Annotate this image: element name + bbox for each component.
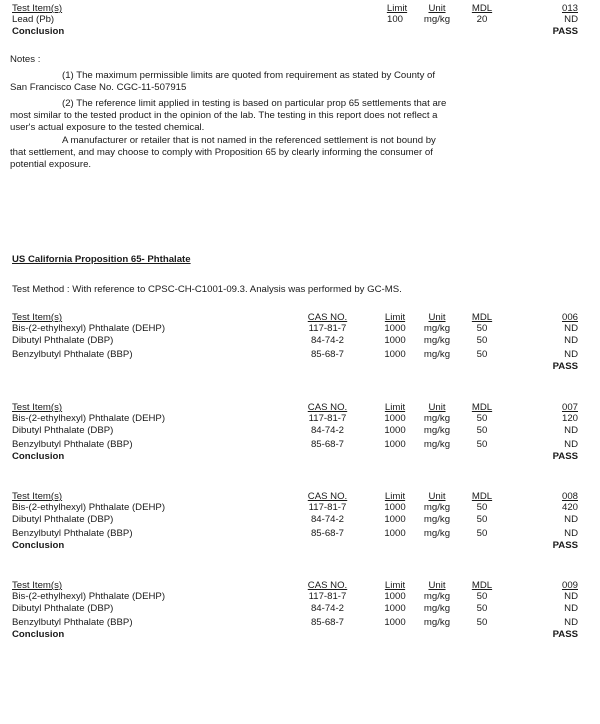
header-unit: Unit	[428, 491, 446, 502]
row-unit: mg/kg	[423, 14, 451, 25]
header-item: Test Item(s)	[12, 580, 63, 591]
conclusion-value: PASS	[552, 540, 578, 551]
header-cas: CAS NO.	[307, 580, 348, 591]
header-mdl: MDL	[471, 402, 493, 413]
header-sample: 006	[561, 312, 578, 323]
row-limit: 1000	[384, 425, 406, 436]
header-mdl: MDL	[471, 3, 493, 14]
row-value: ND	[564, 425, 578, 436]
header-sample: 013	[561, 3, 578, 14]
conclusion-row	[0, 451, 600, 463]
row-item: Benzylbutyl Phthalate (BBP)	[12, 528, 133, 539]
conclusion-row	[0, 540, 600, 552]
header-mdl: MDL	[471, 491, 493, 502]
row-unit: mg/kg	[423, 439, 451, 450]
row-cas: 85-68-7	[310, 349, 345, 360]
row-value: ND	[564, 349, 578, 360]
row-limit: 1000	[384, 591, 406, 602]
row-value: 420	[561, 502, 578, 513]
row-mdl: 50	[476, 425, 488, 436]
row-limit: 1000	[384, 528, 406, 539]
row-limit: 1000	[384, 617, 406, 628]
conclusion-label: Conclusion	[12, 26, 65, 37]
row-mdl: 50	[476, 528, 488, 539]
header-test-items: Test Item(s)	[12, 3, 63, 14]
row-value: ND	[564, 528, 578, 539]
table-row	[0, 349, 600, 361]
header-sample: 009	[561, 580, 578, 591]
note-1-line-2: San Francisco Case No. CGC-11-507915	[10, 82, 187, 93]
table-row	[0, 528, 600, 540]
conclusion-value: PASS	[552, 361, 578, 372]
row-cas: 85-68-7	[310, 617, 345, 628]
conclusion-label: Conclusion	[12, 540, 65, 551]
test-method: Test Method : With reference to CPSC-CH-C1001-09.3. Analysis was performed by GC-MS.	[12, 284, 402, 295]
row-value: ND	[564, 323, 578, 334]
row-item: Lead (Pb)	[12, 14, 55, 25]
header-item: Test Item(s)	[12, 312, 63, 323]
header-sample: 007	[561, 402, 578, 413]
row-mdl: 50	[476, 502, 488, 513]
header-cas: CAS NO.	[307, 402, 348, 413]
table-row	[0, 439, 600, 451]
table-row	[0, 425, 600, 437]
row-mdl: 50	[476, 591, 488, 602]
row-unit: mg/kg	[423, 617, 451, 628]
row-unit: mg/kg	[423, 514, 451, 525]
row-unit: mg/kg	[423, 323, 451, 334]
header-limit: Limit	[384, 580, 406, 591]
row-value: ND	[564, 591, 578, 602]
row-cas: 84-74-2	[310, 514, 345, 525]
row-unit: mg/kg	[423, 425, 451, 436]
row-item: Bis-(2-ethylhexyl) Phthalate (DEHP)	[12, 323, 166, 334]
header-unit: Unit	[428, 3, 446, 14]
section-title: US California Proposition 65- Phthalate	[12, 254, 191, 265]
header-limit: Limit	[386, 3, 408, 14]
row-cas: 117-81-7	[308, 413, 347, 424]
header-unit: Unit	[428, 312, 446, 323]
row-mdl: 50	[476, 617, 488, 628]
row-item: Benzylbutyl Phthalate (BBP)	[12, 617, 133, 628]
conclusion-value: PASS	[552, 26, 578, 37]
row-item: Benzylbutyl Phthalate (BBP)	[12, 349, 133, 360]
row-value: ND	[564, 617, 578, 628]
row-unit: mg/kg	[423, 502, 451, 513]
header-item: Test Item(s)	[12, 402, 63, 413]
note-2-line-3: user's actual exposure to the tested chemical.	[10, 122, 205, 133]
header-cas: CAS NO.	[307, 491, 348, 502]
note-text: (2) The reference limit applied in testing is based on particular prop 65 settlements that are	[62, 98, 447, 109]
header-item: Test Item(s)	[12, 491, 63, 502]
row-mdl: 50	[476, 335, 488, 346]
table-row	[0, 603, 600, 615]
table-row	[0, 514, 600, 526]
header-cas: CAS NO.	[307, 312, 348, 323]
table-row	[0, 502, 600, 514]
row-cas: 117-81-7	[308, 591, 347, 602]
note-text: (1) The maximum permissible limits are quoted from requirement as stated by County of	[62, 70, 436, 81]
header-mdl: MDL	[471, 580, 493, 591]
header-unit: Unit	[428, 402, 446, 413]
notes-heading: Notes :	[10, 54, 41, 65]
row-cas: 84-74-2	[310, 335, 345, 346]
row-limit: 1000	[384, 439, 406, 450]
row-cas: 85-68-7	[310, 439, 345, 450]
table-row	[0, 335, 600, 347]
conclusion-row	[0, 629, 600, 641]
note-3-line-2: that settlement, and may choose to comply with Proposition 65 by clearly informing the consumer of	[10, 147, 433, 158]
row-mdl: 50	[476, 413, 488, 424]
row-cas: 84-74-2	[310, 425, 345, 436]
row-item: Benzylbutyl Phthalate (BBP)	[12, 439, 133, 450]
note-3-line-3: potential exposure.	[10, 159, 92, 170]
row-cas: 84-74-2	[310, 603, 345, 614]
header-unit: Unit	[428, 580, 446, 591]
header-limit: Limit	[384, 491, 406, 502]
row-mdl: 50	[476, 514, 488, 525]
row-mdl: 50	[476, 439, 488, 450]
table-row	[0, 591, 600, 603]
note-1-line-1	[10, 70, 550, 82]
conclusion-value: PASS	[552, 629, 578, 640]
note-2-line-2: most similar to the tested product in the opinion of the lab. The testing in this report does not reflect a	[10, 110, 438, 121]
row-value: ND	[564, 439, 578, 450]
conclusion-row	[0, 361, 600, 373]
row-item: Dibutyl Phthalate (DBP)	[12, 603, 114, 614]
header-mdl: MDL	[471, 312, 493, 323]
row-cas: 85-68-7	[310, 528, 345, 539]
conclusion-row	[0, 26, 600, 38]
row-limit: 1000	[384, 413, 406, 424]
row-limit: 1000	[384, 323, 406, 334]
header-limit: Limit	[384, 312, 406, 323]
row-value: ND	[564, 514, 578, 525]
row-unit: mg/kg	[423, 528, 451, 539]
row-unit: mg/kg	[423, 603, 451, 614]
row-limit: 1000	[384, 502, 406, 513]
row-limit: 1000	[384, 603, 406, 614]
row-value: ND	[564, 14, 578, 25]
row-limit: 100	[386, 14, 403, 25]
row-value: 120	[561, 413, 578, 424]
note-3-line-1	[10, 135, 550, 147]
note-text: A manufacturer or retailer that is not named in the referenced settlement is not bound by	[62, 135, 436, 146]
row-mdl: 50	[476, 349, 488, 360]
row-mdl: 50	[476, 603, 488, 614]
row-unit: mg/kg	[423, 335, 451, 346]
row-cas: 117-81-7	[308, 323, 347, 334]
row-mdl: 50	[476, 323, 488, 334]
header-limit: Limit	[384, 402, 406, 413]
row-item: Bis-(2-ethylhexyl) Phthalate (DEHP)	[12, 502, 166, 513]
row-limit: 1000	[384, 514, 406, 525]
row-mdl: 20	[476, 14, 488, 25]
conclusion-label: Conclusion	[12, 629, 65, 640]
row-item: Bis-(2-ethylhexyl) Phthalate (DEHP)	[12, 413, 166, 424]
conclusion-value: PASS	[552, 451, 578, 462]
row-limit: 1000	[384, 335, 406, 346]
row-unit: mg/kg	[423, 349, 451, 360]
table-row	[0, 413, 600, 425]
row-cas: 117-81-7	[308, 502, 347, 513]
row-item: Dibutyl Phthalate (DBP)	[12, 425, 114, 436]
row-unit: mg/kg	[423, 591, 451, 602]
row-value: ND	[564, 603, 578, 614]
row-unit: mg/kg	[423, 413, 451, 424]
conclusion-label: Conclusion	[12, 451, 65, 462]
table-row	[0, 14, 600, 26]
row-item: Dibutyl Phthalate (DBP)	[12, 514, 114, 525]
row-limit: 1000	[384, 349, 406, 360]
table-row	[0, 617, 600, 629]
row-value: ND	[564, 335, 578, 346]
note-2-line-1	[10, 98, 550, 110]
row-item: Dibutyl Phthalate (DBP)	[12, 335, 114, 346]
header-sample: 008	[561, 491, 578, 502]
table-row	[0, 323, 600, 335]
row-item: Bis-(2-ethylhexyl) Phthalate (DEHP)	[12, 591, 166, 602]
